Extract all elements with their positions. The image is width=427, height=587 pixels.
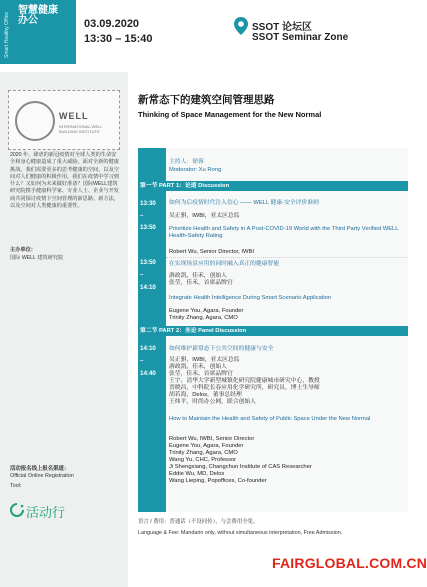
organizer-label: 主办单位： bbox=[10, 247, 36, 253]
session2-speaker-en-2: Trinity Zhang, Agara, CMO bbox=[169, 315, 238, 321]
footer-domain-link[interactable]: FAIRGLOBAL.COM.CN bbox=[272, 555, 427, 571]
session3-title-en: How to Maintain the Health and Safety of Public Space Under the New Normal bbox=[169, 416, 371, 422]
event-date: 03.09.2020 bbox=[84, 18, 140, 30]
session1-title-cn: 如何为后疫情时代注入信心 —— WELL 健康-安全评价准则 bbox=[169, 200, 319, 206]
session2-speaker-en-1: Eugene You, Agara, Founder bbox=[169, 308, 244, 314]
session1-dash: – bbox=[140, 212, 144, 219]
left-column bbox=[0, 72, 128, 587]
session3-speaker-en-4: Wang Yu, CHC, Professor bbox=[169, 457, 237, 463]
session2-dash: – bbox=[140, 271, 144, 278]
session1-speaker-cn: 吴正骐，IWBI，亚太区总监 bbox=[169, 213, 240, 219]
well-logo bbox=[8, 90, 120, 150]
registration-tool-label: Tool: bbox=[10, 483, 22, 489]
well-circle-icon bbox=[15, 101, 55, 141]
page-title-cn: 新常态下的建筑空间管理思路 bbox=[138, 94, 275, 106]
registration-label-en: Official Online Registration bbox=[10, 473, 74, 479]
location-pin-icon bbox=[234, 17, 248, 35]
logo-chinese: 智慧健康办公 bbox=[18, 5, 58, 26]
session3-end: 14:40 bbox=[140, 370, 156, 377]
session2-speaker-cn-2: 张莹，佳禾，首席品牌官 bbox=[169, 280, 233, 286]
session3-speaker-en-2: Eugene You, Agara, Founder bbox=[169, 443, 244, 449]
session1-start: 13:30 bbox=[140, 200, 156, 207]
session2-end: 14:10 bbox=[140, 284, 156, 291]
session3-speaker-en-1: Robert Wu, IWBI, Senior Director bbox=[169, 436, 255, 442]
session3-dash: – bbox=[140, 357, 144, 364]
language-fee-cn: 语言 / 费用：普通话（不设同传），与会费用全免。 bbox=[138, 519, 259, 525]
venue-chinese: SSOT 论坛区 bbox=[252, 22, 313, 33]
event-logo bbox=[0, 0, 76, 64]
part2-bar: 第二节 PART 2：坐论 Panel Discussion bbox=[138, 326, 408, 336]
session3-speaker-cn-7: 王炜平，时尚办公网，联合创始人 bbox=[169, 399, 256, 405]
session3-speaker-en-5: Ji Shengxiang, Changchun Institute of CAS Researcher bbox=[169, 464, 312, 470]
intro-paragraph: 2020 年，肆虐的新冠疫情对全球人类的生命安全和身心健康造成了重大威胁。面对全新的健康挑战，我们需要更多的思考健康的空间，以及空间对人们健康的积极作用。我们在疫情中学习到什么？又如何为未来做好准备？国际WELL建筑研究院携手健康科学家、专业人士、企业与开发商共同探讨疫情下空间管理的新思路、新方法，以及空间对人类健康的重要性。 bbox=[10, 152, 119, 210]
session3-speaker-en-7: Wang Lieping, Popoffices, Co-founder bbox=[169, 478, 267, 484]
logo-english: Smart Healthy Office bbox=[4, 11, 10, 58]
session3-start: 14:10 bbox=[140, 345, 156, 352]
session2-start: 13:50 bbox=[140, 259, 156, 266]
organizer-name: 国际 WELL 建筑研究院 bbox=[10, 255, 64, 261]
page-title-en: Thinking of Space Management for the New Normal bbox=[138, 110, 322, 119]
well-logo-text: WELL bbox=[59, 111, 89, 121]
session2-title-en: Integrate Health Intelligence During Smart Scenario Application bbox=[169, 295, 332, 301]
session3-speaker-cn-1: 吴正骐，IWBI，亚太区总监 bbox=[169, 357, 240, 363]
session1-end: 13:50 bbox=[140, 224, 156, 231]
session3-speaker-en-6: Eddie Wu, MD, Delos bbox=[169, 471, 225, 477]
part1-bar: 第一节 PART 1：论道 Discussion bbox=[138, 181, 408, 191]
language-fee bbox=[138, 517, 418, 539]
huodongxing-text: 活动行 bbox=[26, 505, 66, 520]
divider bbox=[166, 257, 408, 258]
moderator-cn: 主持人：徐蓉 bbox=[169, 159, 204, 165]
moderator-en: Moderator: Xu Rong bbox=[169, 167, 222, 173]
session2-speaker-cn-1: 游政凯，佳禾，创始人 bbox=[169, 273, 227, 279]
huodongxing-logo-icon bbox=[10, 503, 24, 517]
header bbox=[0, 0, 427, 72]
session3-speaker-cn-5: 晋晓昌，中科院长春应用化学研究所，研究员，博士生导师 bbox=[169, 385, 320, 391]
session3-speaker-cn-6: 胡若海，Delos，董事总经理 bbox=[169, 392, 242, 398]
registration-label-cn: 活动报名线上报名渠道： bbox=[10, 466, 70, 472]
session3-speaker-cn-2: 游政凯，佳禾，创始人 bbox=[169, 364, 227, 370]
session2-title-cn: 在实现场景应用的同时融入真正的健康智能 bbox=[169, 261, 280, 267]
language-fee-en: Language & Fee: Mandarin only, without simultaneous interpretation, Free Admission. bbox=[138, 530, 343, 536]
session3-speaker-cn-3: 张莹，佳禾，首席品牌官 bbox=[169, 371, 233, 377]
well-logo-subtext: INTERNATIONAL WELL BUILDING INSTITUTE bbox=[59, 124, 103, 134]
session1-speaker-en: Robert Wu, Senior Director, IWBI bbox=[169, 249, 254, 255]
event-time: 13:30 – 15:40 bbox=[84, 33, 153, 45]
session3-title-cn: 如何维护新常态下公共空间的健康与安全 bbox=[169, 346, 274, 352]
session3-speaker-cn-4: 王宇，清华大学新型城镇化研究院健康城市研究中心，教授 bbox=[169, 378, 320, 384]
session1-title-en: Prioritize Health and Safety in A Post-COVID-19 World with the Third Party Verified WELL Health-Safety Rating bbox=[169, 226, 399, 239]
session3-speaker-en-3: Trinity Zhang, Agara, CMO bbox=[169, 450, 238, 456]
venue-english: SSOT Seminar Zone bbox=[252, 32, 349, 43]
